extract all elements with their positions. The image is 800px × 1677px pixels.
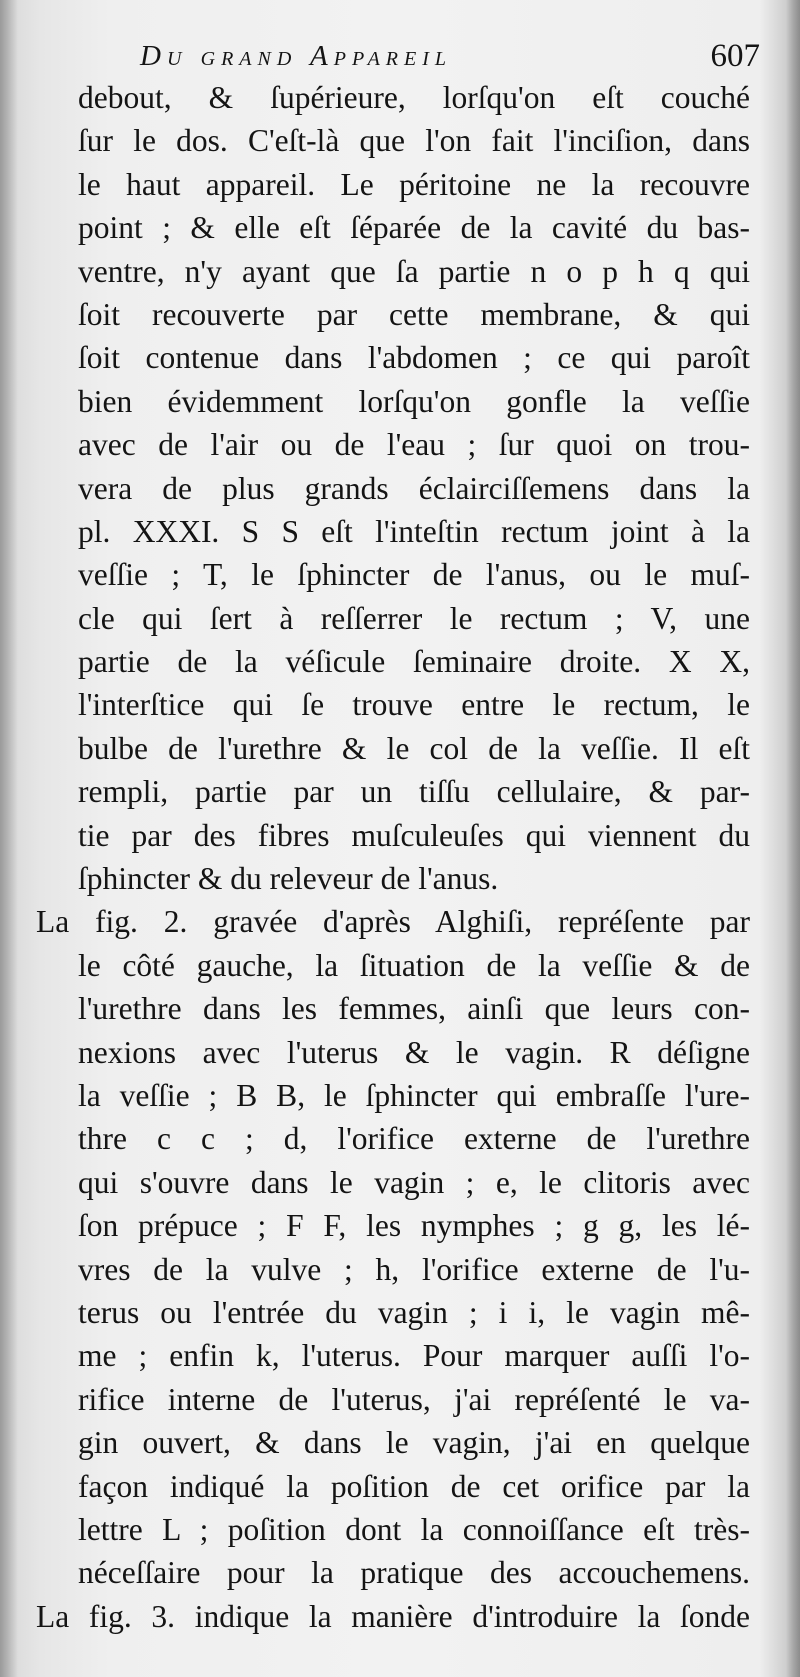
text-line: terus ou l'entrée du vagin ; i i, le vagin mê- [78, 1294, 750, 1330]
text-line: ſphincter & du releveur de l'anus. [78, 861, 499, 897]
page-edge-shadow [786, 0, 800, 1677]
text-line: vera de plus grands éclairciſſemens dans la [78, 470, 750, 506]
text-line: lettre L ; poſition dont la connoiſſance eſt très- [78, 1511, 750, 1547]
text-line: façon indiqué la poſition de cet orifice par la [78, 1468, 750, 1504]
text-line: avec de l'air ou de l'eau ; ſur quoi on trou- [78, 427, 750, 463]
gutter-shadow [0, 0, 18, 1677]
text-line: le haut appareil. Le péritoine ne la recouvre [78, 166, 750, 202]
text-line: la veſſie ; B B, le ſphincter qui embraſſe l'ure- [78, 1077, 750, 1113]
text-line: ſoit recouverte par cette membrane, & qui [78, 296, 750, 332]
body-text [36, 76, 750, 1638]
text-line: partie de la véſicule ſeminaire droite. X X, [78, 644, 750, 680]
text-line: pl. XXXI. S S eſt l'inteſtin rectum joint à la [78, 513, 750, 549]
text-line: ſoit contenue dans l'abdomen ; ce qui paroît [78, 340, 750, 376]
text-line: point ; & elle eſt ſéparée de la cavité du bas- [78, 210, 750, 246]
paragraph-start-line: La fig. 3. indique la manière d'introduire la ſonde [36, 1598, 750, 1634]
text-line: bulbe de l'urethre & le col de la veſſie. Il eſt [78, 730, 750, 766]
text-line: bien évidemment lorſqu'on gonfle la veſſie [78, 383, 750, 419]
text-line: thre c c ; d, l'orifice externe de l'urethre [78, 1121, 750, 1157]
running-head: Du grand Appareil [140, 40, 453, 72]
text-line: rempli, partie par un tiſſu cellulaire, & par- [78, 774, 750, 810]
text-line: me ; enfin k, l'uterus. Pour marquer auſſi l'o- [78, 1338, 750, 1374]
text-line: gin ouvert, & dans le vagin, j'ai en quelque [78, 1425, 750, 1461]
text-line: le côté gauche, la ſituation de la veſſie & de [78, 947, 750, 983]
text-line: debout, & ſupérieure, lorſqu'on eſt couché [78, 80, 750, 115]
text-line: néceſſaire pour la pratique des accouchemens. [78, 1555, 750, 1591]
text-line: vres de la vulve ; h, l'orifice externe de l'u- [78, 1251, 750, 1287]
paragraph-start-line: La fig. 2. gravée d'après Alghiſi, repréſente par [36, 904, 750, 940]
text-line: ventre, n'y ayant que ſa partie n o p h q qui [78, 253, 750, 289]
text-line: qui s'ouvre dans le vagin ; e, le clitoris avec [78, 1164, 750, 1200]
text-line: cle qui ſert à reſſerrer le rectum ; V, une [78, 600, 750, 636]
show-through-ink [560, 1520, 710, 1580]
page-number: 607 [710, 38, 760, 74]
text-line: l'interſtice qui ſe trouve entre le rectum, le [78, 687, 750, 723]
text-line: rifice interne de l'uterus, j'ai repréſenté le va- [78, 1381, 750, 1417]
text-line: ſon prépuce ; F F, les nymphes ; g g, les lé- [78, 1208, 750, 1244]
text-line: ſur le dos. C'eſt-là que l'on fait l'inciſion, dans [78, 123, 750, 159]
text-line: tie par des fibres muſculeuſes qui viennent du [78, 817, 750, 853]
text-line: l'urethre dans les femmes, ainſi que leurs con- [78, 991, 750, 1027]
text-line: nexions avec l'uterus & le vagin. R déſigne [78, 1034, 750, 1070]
text-line: veſſie ; T, le ſphincter de l'anus, ou le muſ- [78, 557, 750, 593]
